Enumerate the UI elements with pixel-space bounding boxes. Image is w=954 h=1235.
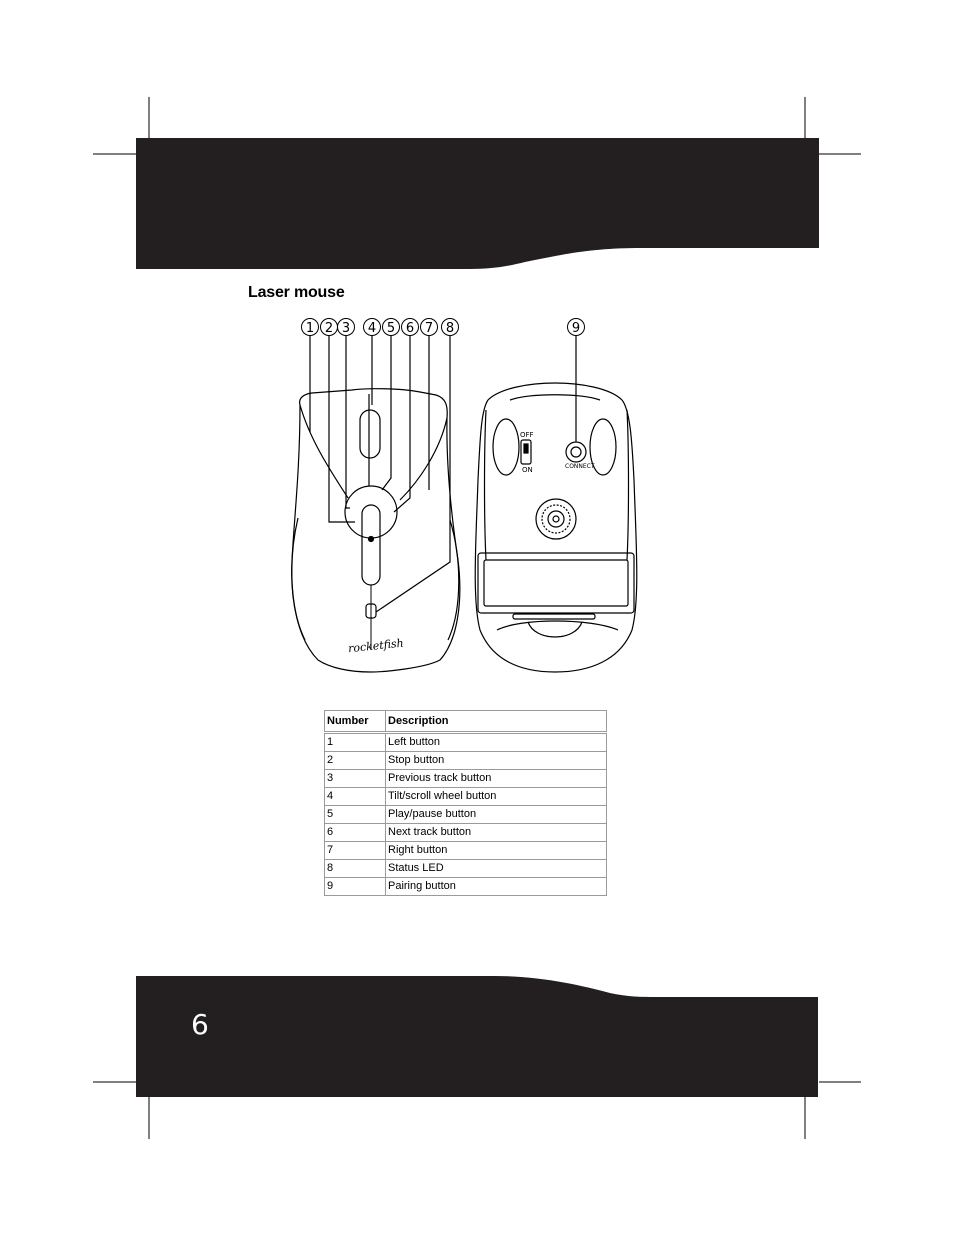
row-description: Previous track button bbox=[386, 770, 607, 788]
section-title: Laser mouse bbox=[248, 284, 345, 301]
table-row bbox=[325, 770, 607, 788]
row-number: 9 bbox=[325, 878, 386, 896]
row-number: 5 bbox=[325, 806, 386, 824]
row-description: Next track button bbox=[386, 824, 607, 842]
table-row bbox=[325, 733, 607, 752]
callout-7 bbox=[421, 319, 438, 337]
callout-5 bbox=[383, 319, 400, 337]
row-description: Tilt/scroll wheel button bbox=[386, 788, 607, 806]
row-description: Stop button bbox=[386, 752, 607, 770]
callout-6 bbox=[402, 319, 419, 337]
switch-off-label: OFF bbox=[520, 431, 534, 439]
svg-text:3: 3 bbox=[341, 321, 351, 336]
row-description: Pairing button bbox=[386, 878, 607, 896]
row-number: 8 bbox=[325, 860, 386, 878]
mouse-bottom-view bbox=[475, 336, 637, 672]
row-number: 6 bbox=[325, 824, 386, 842]
table-row bbox=[325, 842, 607, 860]
row-number: 2 bbox=[325, 752, 386, 770]
table-row bbox=[325, 806, 607, 824]
svg-text:7: 7 bbox=[424, 321, 434, 336]
svg-text:5: 5 bbox=[386, 321, 396, 336]
header-number: Number bbox=[325, 711, 386, 733]
mouse-top-view bbox=[292, 336, 460, 672]
page-number: 6 bbox=[191, 1008, 209, 1041]
row-number: 4 bbox=[325, 788, 386, 806]
brand-logo: rocketfish bbox=[347, 636, 405, 656]
row-number: 1 bbox=[325, 733, 386, 752]
row-description: Status LED bbox=[386, 860, 607, 878]
switch-on-label: ON bbox=[522, 466, 533, 474]
svg-text:6: 6 bbox=[405, 321, 415, 336]
connect-label: CONNECT bbox=[565, 463, 595, 470]
callout-9 bbox=[568, 319, 585, 337]
table-row bbox=[325, 878, 607, 896]
svg-text:1: 1 bbox=[305, 321, 315, 336]
callout-1 bbox=[302, 319, 319, 337]
callout-3 bbox=[338, 319, 355, 337]
svg-text:2: 2 bbox=[324, 321, 334, 336]
table-row bbox=[325, 824, 607, 842]
row-description: Play/pause button bbox=[386, 806, 607, 824]
svg-text:4: 4 bbox=[367, 321, 377, 336]
row-description: Left button bbox=[386, 733, 607, 752]
svg-text:9: 9 bbox=[571, 321, 581, 336]
parts-table bbox=[324, 710, 607, 896]
table-header-row bbox=[325, 711, 607, 733]
table-row bbox=[325, 788, 607, 806]
row-number: 7 bbox=[325, 842, 386, 860]
svg-text:8: 8 bbox=[445, 321, 455, 336]
callout-2 bbox=[321, 319, 338, 337]
header-description: Description bbox=[386, 711, 607, 733]
callout-4 bbox=[364, 319, 381, 337]
table-row bbox=[325, 752, 607, 770]
callout-8 bbox=[442, 319, 459, 337]
table-row bbox=[325, 860, 607, 878]
row-number: 3 bbox=[325, 770, 386, 788]
row-description: Right button bbox=[386, 842, 607, 860]
